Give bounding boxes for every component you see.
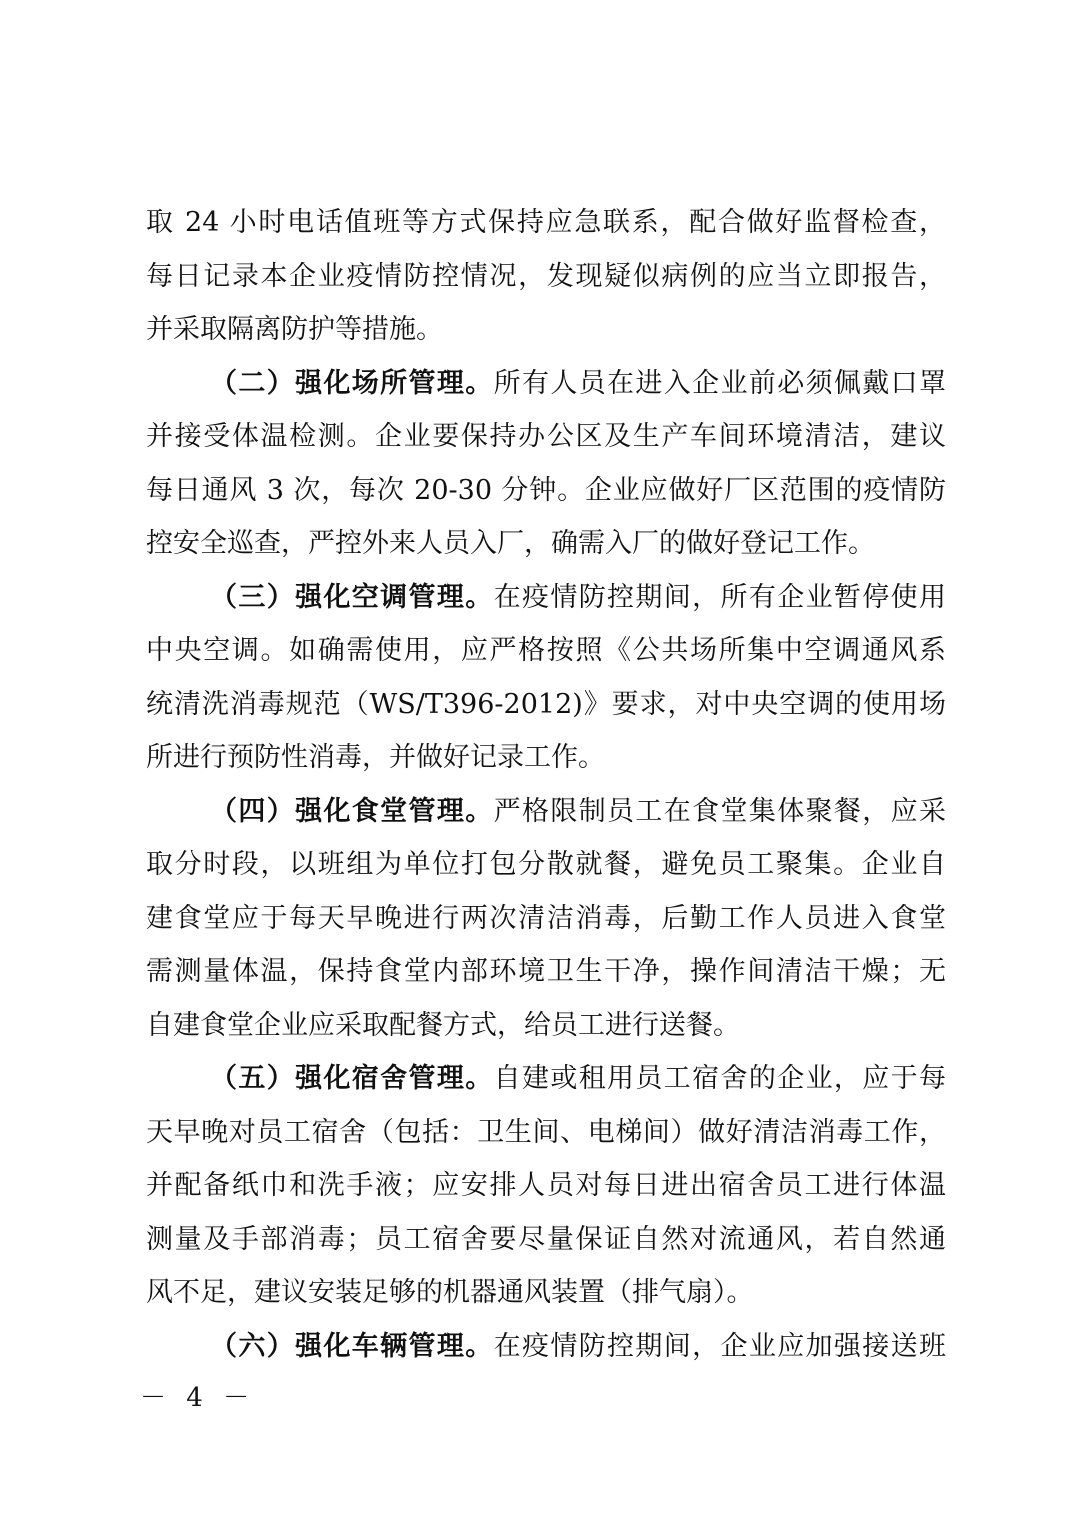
section-heading: （六）强化车辆管理。 <box>210 1330 494 1362</box>
body-line: 取分时段，以班组为单位打包分散就餐，避免员工聚集。企业自 <box>146 849 946 880</box>
body-line: 中央空调。如确需使用，应严格按照《公共场所集中空调通风系 <box>146 635 946 666</box>
section-text: 在疫情防控期间，企业应加强接送班 <box>493 1330 947 1362</box>
body-line: 每日记录本企业疫情防控情况，发现疑似病例的应当立即报告， <box>146 260 946 292</box>
body-line: 风不足，建议安装足够的机器通风装置（排气扇）。 <box>146 1277 754 1308</box>
section-text: 所有人员在进入企业前必须佩戴口罩 <box>493 367 947 399</box>
body-line: 并配备纸巾和洗手液；应安排人员对每日进出宿舍员工进行体温 <box>146 1170 946 1201</box>
section-heading: （四）强化食堂管理。 <box>210 795 494 827</box>
body-line: 控安全巡查，严控外来人员入厂，确需入厂的做好登记工作。 <box>146 528 875 559</box>
section-first-line <box>146 571 946 625</box>
section-heading: （二）强化场所管理。 <box>210 367 494 399</box>
body-line: 测量及手部消毒；员工宿舍要尽量保证自然对流通风，若自然通 <box>146 1223 946 1255</box>
section-first-line <box>146 357 946 411</box>
body-line: 并接受体温检测。企业要保持办公区及生产车间环境清洁，建议 <box>146 421 946 452</box>
body-line: 所进行预防性消毒，并做好记录工作。 <box>146 742 605 773</box>
section-first-line <box>146 1320 946 1374</box>
section-text: 严格限制员工在食堂集体聚餐，应采 <box>493 795 947 827</box>
section-heading: （五）强化宿舍管理。 <box>210 1063 494 1094</box>
section-text: 在疫情防控期间，所有企业暂停使用 <box>493 581 947 613</box>
section-heading: （三）强化空调管理。 <box>210 581 494 613</box>
body-line: 统清洗消毒规范（WS/T396-2012)》要求，对中央空调的使用场 <box>146 688 946 720</box>
section-first-line <box>146 1052 946 1106</box>
page-number: － 4 － <box>140 1383 256 1413</box>
document-body <box>146 196 946 1373</box>
body-line: 取 24 小时电话值班等方式保持应急联系，配合做好监督检查， <box>146 207 946 238</box>
body-line: 每日通风 3 次，每次 20-30 分钟。企业应做好厂区范围的疫情防 <box>146 474 946 506</box>
section-text: 自建或租用员工宿舍的企业，应于每 <box>493 1063 947 1094</box>
body-line: 建食堂应于每天早晚进行两次清洁消毒，后勤工作人员进入食堂 <box>146 902 946 934</box>
body-line: 天早晚对员工宿舍（包括：卫生间、电梯间）做好清洁消毒工作， <box>146 1116 946 1148</box>
body-line: 自建食堂企业应采取配餐方式，给员工进行送餐。 <box>146 1009 740 1041</box>
section-first-line <box>146 785 946 839</box>
body-line: 需测量体温，保持食堂内部环境卫生干净，操作间清洁干燥；无 <box>146 956 946 987</box>
body-line: 并采取隔离防护等措施。 <box>146 314 443 345</box>
